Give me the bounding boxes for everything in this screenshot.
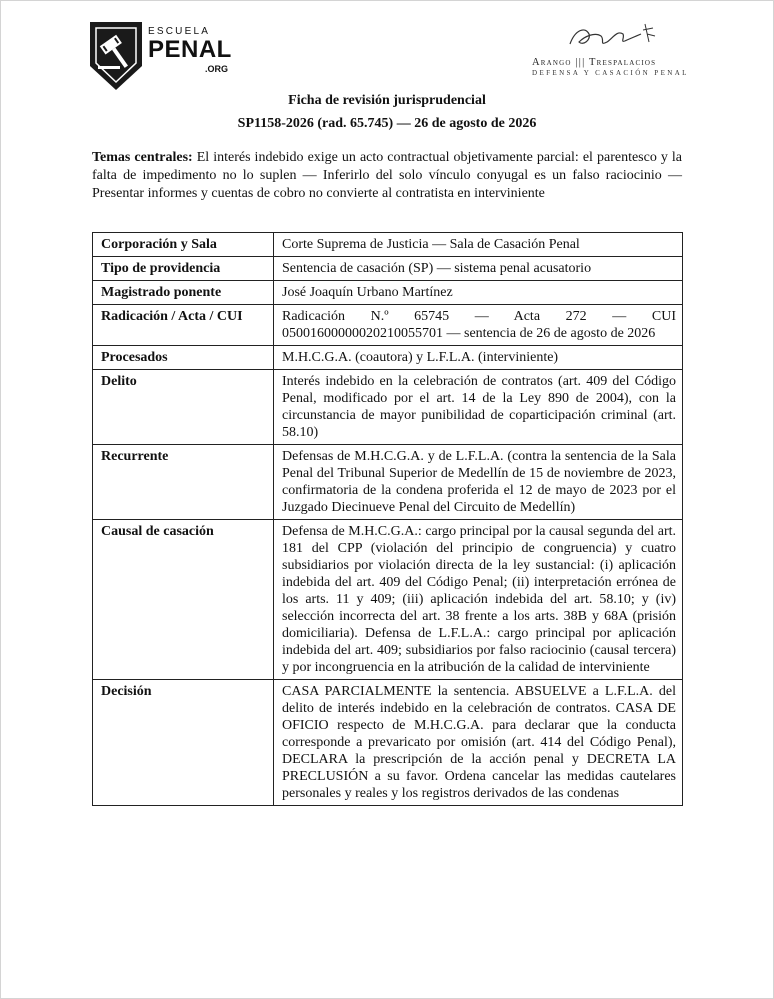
row-label: Causal de casación (93, 520, 274, 680)
row-label: Radicación / Acta / CUI (93, 305, 274, 346)
arango-trespalacios-logo (525, 20, 700, 80)
table-row (93, 370, 683, 445)
row-label: Recurrente (93, 445, 274, 520)
document-subtitle: SP1158-2026 (rad. 65.745) — 26 de agosto de 2026 (237, 116, 537, 131)
row-value: Sentencia de casación (SP) — sistema penal acusatorio (274, 257, 683, 281)
row-value: Corte Suprema de Justicia — Sala de Casación Penal (274, 233, 683, 257)
row-label: Delito (93, 370, 274, 445)
central-topics (92, 149, 682, 203)
row-value: Interés indebido en la celebración de contratos (art. 409 del Código Penal, modificado por el art. 14 de la Ley 890 de 2004), con la circunstancia de mayor punibilidad de coparticipación criminal (art. 58.10) (274, 370, 683, 445)
table-row (93, 346, 683, 370)
table-row (93, 305, 683, 346)
row-value: José Joaquín Urbano Martínez (274, 281, 683, 305)
table-row (93, 445, 683, 520)
logo-escuela-text: ESCUELA (148, 26, 211, 37)
row-value: CASA PARCIALMENTE la sentencia. ABSUELVE a L.F.L.A. del delito de interés indebido en la celebración de contratos. CASA DE OFICIO respecto de M.H.C.G.A. para declarar que la conducta corresponde a prevaricato por omisión (art. 414 del Código Penal), DECLARA la prescripción de la acción penal y DECRETA LA PRECLUSIÓN a su favor. Ordena cancelar las medidas cautelares personales y reales y los registros derivados de las condenas (274, 680, 683, 806)
table-row (93, 520, 683, 680)
logo-firm-name: Arango ||| Trespalacios (532, 57, 657, 68)
row-label: Decisión (93, 680, 274, 806)
row-value: M.H.C.G.A. (coautora) y L.F.L.A. (interviniente) (274, 346, 683, 370)
topics-label: Temas centrales: (92, 150, 193, 165)
shield-gavel-icon (88, 20, 144, 92)
row-label: Procesados (93, 346, 274, 370)
topics-text: El interés indebido exige un acto contractual objetivamente parcial: el parentesco y la falta de impedimento no lo suplen — Inferirlo del solo vínculo conyugal es un falso raciocinio — Presentar informes y cuentas de cobro no convierte al contratista en interviniente (92, 150, 682, 201)
table-row (93, 233, 683, 257)
document-title: Ficha de revisión jurisprudencial (288, 93, 486, 108)
logo-firm-subtitle: DEFENSA Y CASACIÓN PENAL (532, 69, 689, 77)
table-row (93, 281, 683, 305)
table-row (93, 680, 683, 806)
row-value: Defensa de M.H.C.G.A.: cargo principal por la causal segunda del art. 181 del CPP (violación del principio de congruencia) y cuatro subsidiarios por violación directa de la ley sustancial: (i) aplicación indebida del art. 409 del Código Penal; (ii) interpretación errónea de los arts. 11 y 409; (iii) aplicación indebida del art. 58.10; y (iv) selección incorrecta del art. 38 frente a los arts. 38B y 68A (prisión domiciliaria). Defensa de L.F.L.A.: cargo principal por aplicación indebida del art. 409; subsidiarios por falso raciocinio (causal tercera) y por incongruencia en la atribución de la calidad de interviniente (274, 520, 683, 680)
row-label: Magistrado ponente (93, 281, 274, 305)
review-table (92, 232, 683, 806)
row-label: Tipo de providencia (93, 257, 274, 281)
logo-org-text: .ORG (205, 64, 229, 74)
escuela-penal-logo (88, 20, 238, 92)
row-label: Corporación y Sala (93, 233, 274, 257)
table-row (93, 257, 683, 281)
signature-icon (565, 20, 660, 54)
row-value: Defensas de M.H.C.G.A. y de L.F.L.A. (contra la sentencia de la Sala Penal del Tribunal Superior de Medellín de 15 de noviembre de 2023, confirmatoria de la condena proferida el 12 de mayo de 2023 por el Juzgado Diecinueve Penal del Circuito de Medellín) (274, 445, 683, 520)
row-value: Radicación N.º 65745 — Acta 272 — CUI 05001600000020210055701 — sentencia de 26 de agosto de 2026 (274, 305, 683, 346)
logo-penal-text: PENAL (148, 36, 232, 63)
